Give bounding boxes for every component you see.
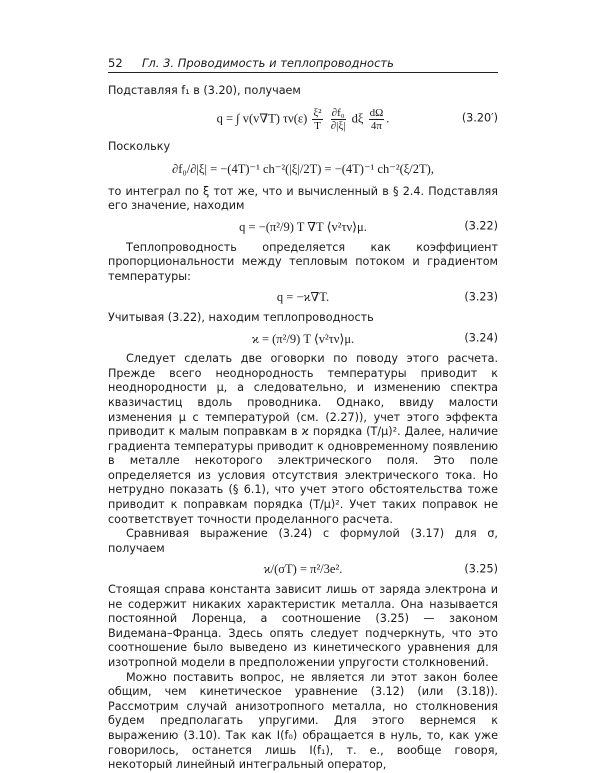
paragraph-4: Теплопроводность определяется как коэффициент пропорциональности между тепловым потоком и градиентом температуры:: [108, 240, 498, 283]
paragraph-2: Поскольку: [108, 139, 171, 153]
page-body: [108, 84, 498, 773]
equation-number: (3.22): [464, 219, 498, 233]
paragraph-9: Можно поставить вопрос, не является ли этот закон более общим, чем кинетическое уравнение (3.12) (или (3.18)). Рассмотрим случай анизотропного металла, но столкновения будем предполагать упругими. Для этого вернемся к выражению (3.10). Так как I(f₀) обращается в нуль, то, как уже говорилось, останется лишь I(f₁), т. е., вообще говоря, некоторый линейный интегральный оператор,: [108, 670, 498, 772]
equation-number: (3.20′): [461, 111, 498, 125]
equation-3-24: ϰ = (π²/9) T ⟨v²τν⟩μ. (3.24): [251, 331, 498, 346]
eq320-frac-df: $\frac{\text{∂f₀}}{\partial|\xi|}$: [330, 106, 346, 132]
running-title: Гл. 3. Проводимость и теплопроводность: [142, 56, 394, 70]
paragraph-3: то интеграл по ξ тот же, что и вычисленный в § 2.4. Подставляя его значение, находим: [108, 184, 498, 213]
paragraph-7: Сравнивая выражение (3.24) с формулой (3.17) для σ, получаем: [108, 527, 498, 555]
page-number: 52: [108, 56, 123, 70]
eq320-frac-xi: $\frac{\text{ξ²}}{T}$: [313, 106, 322, 132]
eq320-lhs: q = ∫ v(v∇T) τν(ε): [216, 110, 308, 125]
equation-number: (3.25): [464, 562, 498, 576]
eq320-dxi: dξ: [351, 110, 364, 125]
running-header: [108, 56, 498, 73]
eq320-frac-omega: $\frac{d\Omega}{4\pi}$: [369, 106, 384, 132]
paragraph-1: Подставляя f₁ в (3.20), получаем: [108, 84, 301, 97]
paragraph-8: Стоящая справа константа зависит лишь от заряда электрона и не содержит никаких характеристик металла. Она называется постоянной Лоренца, а соотношение (3.25) — законом Видемана–Франца. Здесь опять следует подчеркнуть, что это соотношение было выведено из кинетического уравнения для изотропной модели в предположении упругости столкновений.: [108, 583, 498, 669]
equation-3-22: q = −(π²/9) T ∇T ⟨v²τν⟩μ. (3.22): [239, 219, 498, 234]
paragraph-5: Учитывая (3.22), находим теплопроводность: [108, 310, 374, 324]
equation-3-23: q = −ϰ∇T. (3.23): [276, 290, 498, 305]
equation-3-25: ϰ/(σT) = π²/3e². (3.25): [263, 562, 498, 577]
equation-number: (3.24): [464, 331, 498, 345]
equation-number: (3.23): [464, 290, 498, 304]
equation-since: ∂f₀/∂|ξ| = −(4T)⁻¹ ch⁻²(|ξ|/2T) = −(4T)⁻¹ ch⁻²(ξ/2T),: [172, 162, 434, 177]
equation-3-20-prime: q = ∫ v(v∇T) τν(ε) $\frac{\text{ξ²}}{T}$ $\frac{\text{∂f₀}}{\partial|\xi|}$ dξ $\frac{d\Omega}{4\pi}$ . (3.20′): [216, 106, 498, 132]
paragraph-6: Следует сделать две оговорки по поводу этого расчета. Прежде всего неоднородность температуры приводит к неоднородности μ, а следовательно, и изменению спектра квазичастиц вдоль проводника. Однако, ввиду малости изменения μ с температурой (см. (2.27)), учет этого эффекта приводит к малым поправкам в ϰ порядка (T/μ)². Далее, наличие градиента температуры приводит к одновременному появлению в металле некоторого электрического поля. Это поле определяется из условия отсутствия электрического тока. Но нетрудно показать (§ 6.1), что учет этого обстоятельства тоже приводит к поправкам порядка (T/μ)². Учет таких поправок не соответствует точности проделанного расчета.: [108, 352, 498, 526]
